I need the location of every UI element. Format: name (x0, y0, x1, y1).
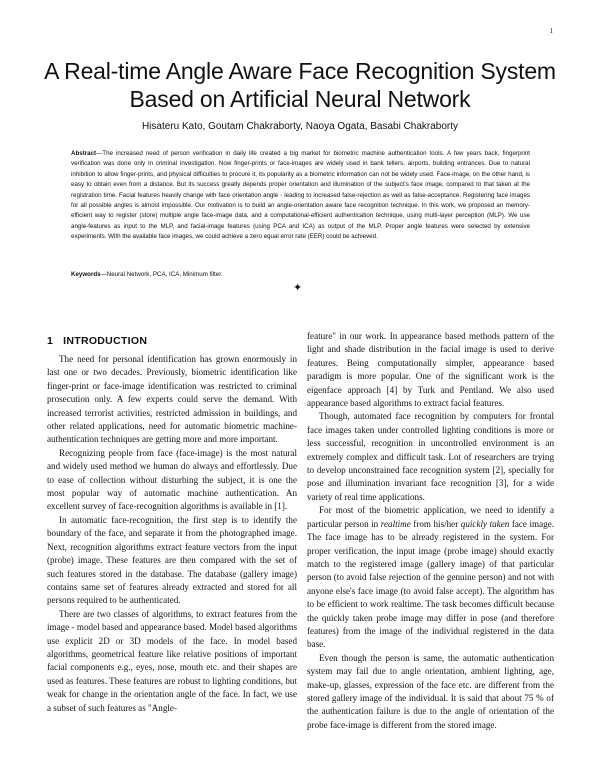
keywords-label: Keywords (71, 271, 101, 278)
paragraph: Though, automated face recognition by computers for frontal face images taken under controlled lighting conditions is more or less successful, recognition in uncontrolled environment is an extremely complex and difficult task. Lot of researchers are trying to develop unconstrained face recognition system [2], specially for pose and illumination invariant face recognition [3], for a wide variety of real time applications. (307, 411, 554, 502)
paragraph: Recognizing people from face (face-image) is the most natural and widely used method we human do always and effortlessly. Due to ease of collection without disturbing the subject, it is one the most popular way of automatic machine authentication. An excellent survey of face-recognition algorithms is available in [1]. (47, 447, 297, 512)
text-run: For most of the biometric application, we need to identify a particular person in (307, 505, 554, 529)
section-heading (47, 335, 147, 347)
paragraph: In automatic face-recognition, the first step is to identify the boundary of the face, and separate it from the photographed image. Next, recognition algorithms extract feature vectors from the input (probe) image. These features are then compared with the set of such features stored in the database. The database (gallery image) contains same set of features already extracted and stored for all persons required to be authenticated. (47, 514, 297, 606)
page-number: 1 (549, 27, 553, 35)
paragraph: Even though the person is same, the automatic authentication system may fail due to angle orientation, ambient lighting, age, make-up, glasses, expression of the face etc. are different from the stored gallery image of the individual. It is said that about 75 % of the authentication failure is due to the angle of orientation of the probe face-image is different from the stored image. (307, 652, 554, 730)
abstract-label: Abstract (71, 150, 97, 157)
abstract-text: —The increased need of person verification in daily life created a big market for biometric machine authentication tools. A few years back, fingerprint verification was done only in criminal investigation. Now finger-prints or face-images are widely used in bank tellers, airports, building entrances. Due to natural inhibition to allow finger-prints, and physical difficulties to procure it, its popularity as a biometric information can not be widely used. Face-image, on the other hand, is easy to obtain even from a distance. But its success greatly depends proper orientation and illumination of the subject's face image, compared to that taken at the registration time. Facial features heavily change with face orientation angle - leading to increased false-rejection as well as false-acceptance. Registering face images for all possible angles is almost impossible. Our motivation is to build an angle-orientation aware face recognition technique. In this work, we proposed an memory-efficient way to register (store) multiple angle face-image data, and a computational-efficient authentication technique, using multi-layer perception (MLP). We use angle-features as input to the MLP, and facial-image features (using PCA and ICA) as output of the MLP. Proper angle features were selected by extensive experiments. With the available face images, we could achieve a zero equal error rate (EER) could be achieved. (71, 150, 530, 241)
keywords-text: —Neural Network, PCA, ICA, Minimum filter. (100, 271, 223, 278)
paper-title: A Real-time Angle Aware Face Recognition System Based on Artificial Neural Network (44, 58, 556, 112)
text-run: face image. The face image has to be already registered in the system. For proper verification, the input image (probe image) should exactly match to the registered image (gallery image) of that particular person (to avoid false rejection of the genuine person) and not with anyone else's face image (to avoid false accept). The algorithm has to be efficient to work realtime. The task becomes difficult because the quickly taken probe image may differ in pose (and therefore features) from the image of the individual registered in the data base. (307, 518, 555, 650)
emphasis: quickly taken (460, 518, 510, 529)
paragraph: feature" in our work. In appearance based methods pattern of the light and shade distribution in the facial image is used to derive features. Being computationally simpler, appearance based paradigm is more popular. One of the significant work is the eigenface approach [4] by Turk and Pentland. We also used appearance based algorithms to extract facial features. (307, 331, 554, 409)
left-column (47, 353, 297, 715)
paragraph (307, 504, 554, 651)
emphasis: realtime (380, 518, 411, 529)
keywords (71, 270, 530, 279)
paragraph: The need for personal identification has grown enormously in last one or two decades. Previously, biometric identification like finger-print or face-image identification was restricted to criminal prosecution only. A few experts could serve the demand. With increased terrorist activities, restricted admission in buildings, and other related applications, need for automatic biometric machine-authentication techniques are getting more and more important. (47, 354, 297, 445)
section-number: 1 (47, 335, 54, 347)
paragraph: There are two classes of algorithms, to extract features from the image - model based and appearance based. Model based algorithms use explicit 2D or 3D models of the face. In model based algorithms, geometrical feature like relative positions of important facial components e.g., eyes, nose, mouth etc. and their shapes are used as features. These features are robust to lighting conditions, but weak for change in the orientation angle of the face. In fact, we use a subset of such features as "Angle- (47, 608, 297, 713)
author-list: Hisateru Kato, Goutam Chakraborty, Naoya Ogata, Basabi Chakraborty (141, 121, 459, 132)
right-column (307, 330, 554, 732)
section-title: INTRODUCTION (63, 335, 148, 347)
text-run: from his/her (410, 518, 461, 529)
abstract (71, 149, 530, 243)
separator-ornament-icon: ✦ (293, 281, 303, 294)
